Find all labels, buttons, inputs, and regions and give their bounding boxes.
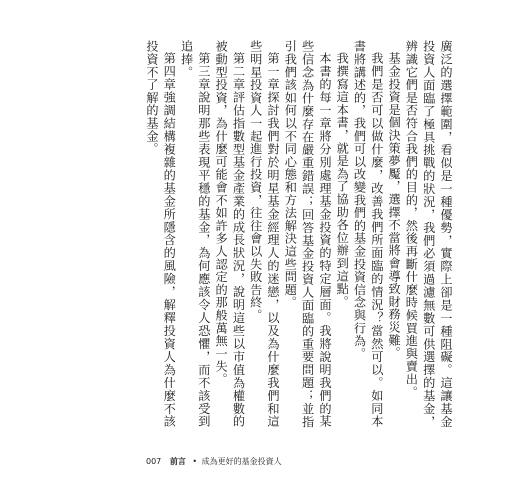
page-number: 007 bbox=[146, 457, 162, 466]
paragraph-9: 第四章強調結構複雜的基金所隱含的風險，解釋投資人為什麼不該投資不了解的基金。 bbox=[144, 40, 177, 428]
paragraph-4: 我撰寫這本書，就是為了協助各位辦到這點。 bbox=[335, 52, 350, 309]
paragraph-2: 基金投資是個決策夢魘，選擇不當將會導致財務災難。 bbox=[387, 52, 402, 360]
body-text bbox=[38, 40, 454, 428]
footer-separator: • bbox=[192, 457, 198, 466]
paragraph-7: 第二章評估指數型基金產業的成長狀況，說明這些以市值為權數的被動型投資，為什麼可能會不如許多人認定的那般萬無一失。 bbox=[214, 40, 246, 428]
paragraph-1: 廣泛的選擇範圍，看似是一種優勢，實際上卻是一種阻礙。這讓基金投資人面臨了極具挑戰的狀況，我們必須過濾無數可供選擇的基金，辨識它們是否符合我們的目的，然後再斷什麼時候買進與賣出。 bbox=[404, 40, 453, 428]
paragraph-3: 我們是否可以做什麼，改善我們所面臨的情況？當然可以。如同本書將講述的，我們可以改變我們的基金投資信念與行為。 bbox=[352, 40, 384, 428]
page-footer bbox=[146, 456, 282, 467]
chapter-label: 前言 bbox=[169, 457, 186, 466]
book-title: 成為更好的基金投資人 bbox=[201, 457, 282, 466]
paragraph-6: 第一章探討我們對於明星基金經理人的迷戀，以及為什麼我們和這些明星投資人一起進行投資，往往會以失敗告終。 bbox=[248, 40, 281, 428]
paragraph-5: 本書的每一章將分別處理基金投資的特定層面。我將說明我們的某些信念為什麼存在嚴重錯誤；回答基金投資人面臨的重要問題；並指引我們該如何以不同心態和方法解決這些問題。 bbox=[283, 40, 332, 428]
paragraph-8: 第三章說明那些表現平穩的基金，為何應該令人恐懼，而不該受到追捧。 bbox=[179, 40, 211, 428]
